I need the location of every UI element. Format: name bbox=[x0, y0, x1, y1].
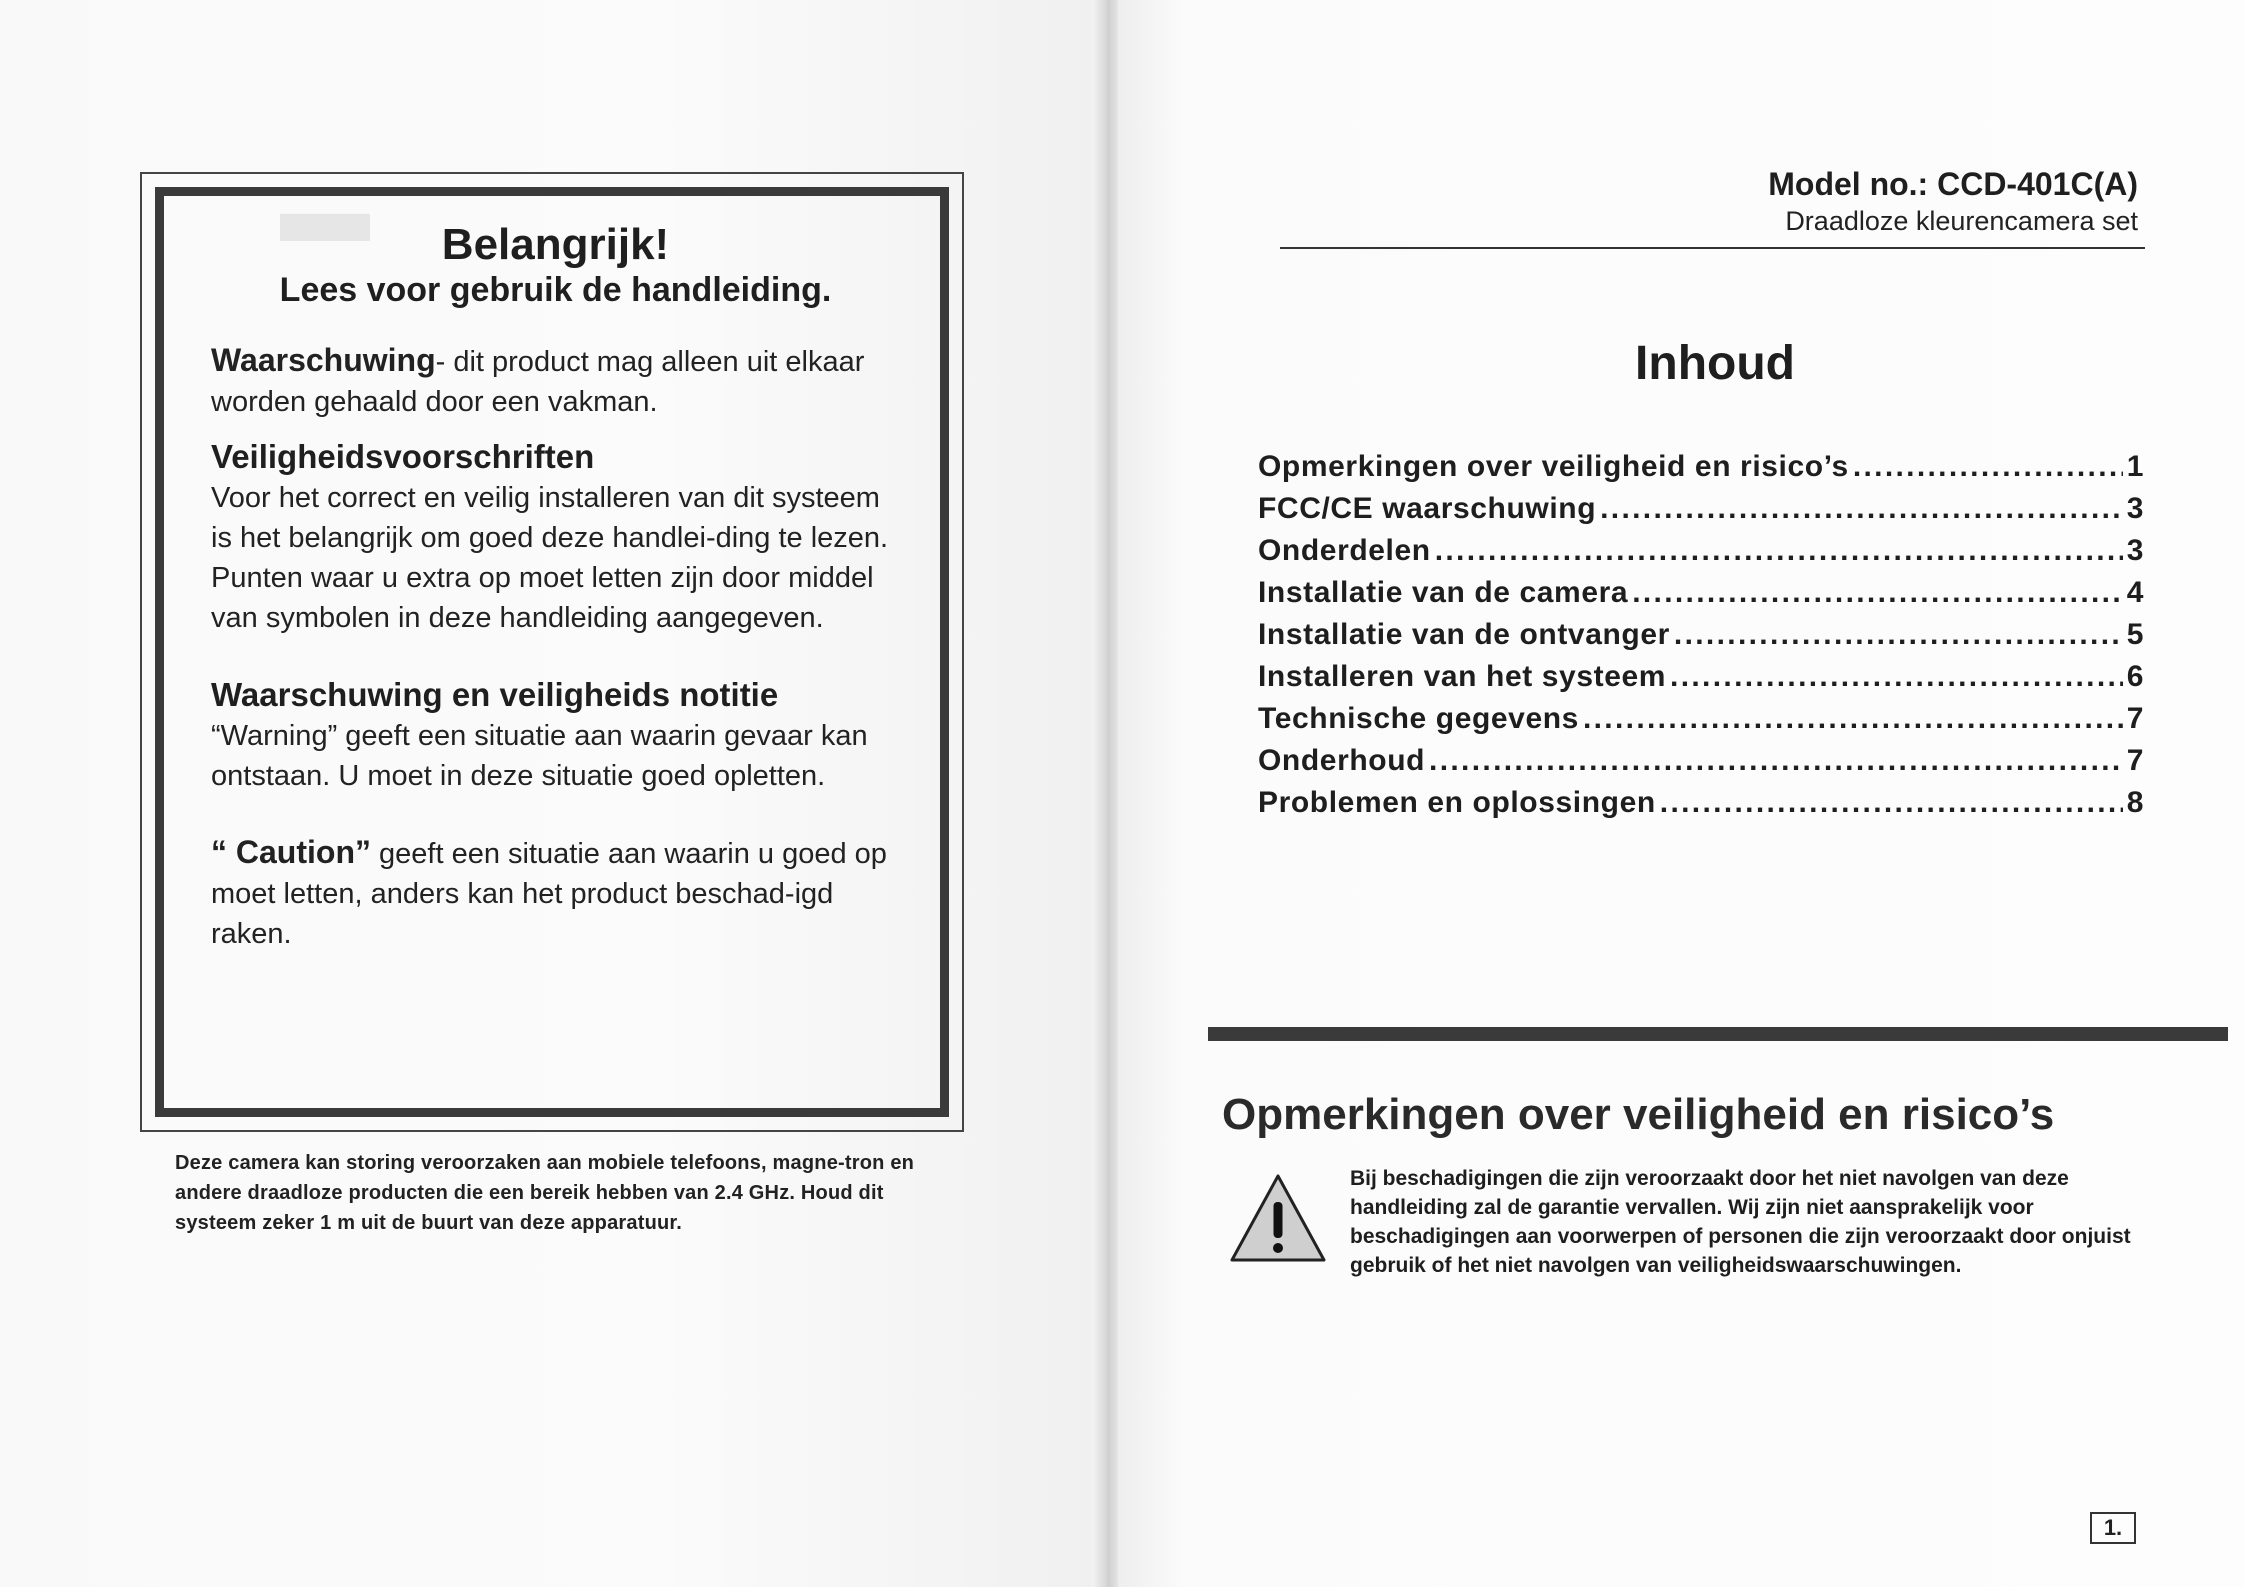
toc-entry[interactable] bbox=[1258, 530, 2144, 572]
toc-leader bbox=[1853, 446, 2123, 488]
model-header bbox=[1768, 164, 2138, 238]
toc-entry-page: 5 bbox=[2126, 618, 2144, 651]
toc-title: Inhoud bbox=[1635, 337, 1795, 390]
toc-leader bbox=[1660, 782, 2123, 824]
toc-entry[interactable] bbox=[1258, 656, 2144, 698]
toc-entry[interactable] bbox=[1258, 782, 2144, 824]
important-notice-frame bbox=[155, 187, 949, 1117]
toc-leader bbox=[1632, 572, 2123, 614]
safety-heading: Veiligheidsvoorschriften bbox=[211, 438, 595, 475]
toc-leader bbox=[1670, 656, 2123, 698]
important-notice-outer-frame bbox=[140, 172, 964, 1132]
box-subtitle: Lees voor gebruik de handleiding. bbox=[279, 271, 832, 309]
model-number: Model no.: CCD-401C(A) bbox=[1768, 166, 2138, 202]
toc-entry-page: 3 bbox=[2126, 492, 2144, 525]
warning-text: - dit product mag alleen uit elkaar worden gehaald door een vakman. bbox=[211, 346, 865, 418]
toc-entry-page: 7 bbox=[2126, 702, 2144, 735]
toc-entry-label: Opmerkingen over veiligheid en risico’s bbox=[1258, 450, 1849, 483]
interference-footnote: Deze camera kan storing veroorzaken aan mobiele telefoons, magne-tron en andere draadloze producten die een bereik hebben van 2.4 GHz. Houd dit systeem zeker 1 m uit de buurt van deze apparatuur. bbox=[175, 1152, 915, 1234]
toc-leader bbox=[1600, 488, 2123, 530]
section-title: Opmerkingen over veiligheid en risico’s bbox=[1222, 1090, 2055, 1139]
section-divider-bar bbox=[1208, 1027, 2228, 1041]
toc-entry[interactable] bbox=[1258, 446, 2144, 488]
caution-text: geeft een situatie aan waarin u goed op moet letten, anders kan het product beschad-igd raken. bbox=[211, 838, 887, 950]
toc-entry[interactable] bbox=[1258, 698, 2144, 740]
notice-heading: Waarschuwing en veiligheids notitie bbox=[211, 676, 779, 713]
toc-entry[interactable] bbox=[1258, 614, 2144, 656]
box-title: Belangrijk! bbox=[441, 220, 670, 269]
toc-leader bbox=[1674, 614, 2123, 656]
toc-entry-label: Installatie van de ontvanger bbox=[1258, 618, 1670, 651]
warning-paragraph bbox=[211, 340, 900, 422]
toc-entry-label: Problemen en oplossingen bbox=[1258, 786, 1656, 819]
toc-entry-label: FCC/CE waarschuwing bbox=[1258, 492, 1597, 525]
toc-entry-label: Installeren van het systeem bbox=[1258, 660, 1667, 693]
toc-leader bbox=[1583, 698, 2123, 740]
warning-note: “Warning” geeft een situatie aan waarin gevaar kan ontstaan. U moet in deze situatie goed opletten. bbox=[211, 720, 868, 792]
left-page bbox=[0, 0, 1100, 1587]
header-rule bbox=[1280, 247, 2145, 249]
toc-entry-page: 3 bbox=[2126, 534, 2144, 567]
toc-entry-label: Onderdelen bbox=[1258, 534, 1431, 567]
model-subtitle: Draadloze kleurencamera set bbox=[1785, 206, 2138, 236]
caution-paragraph bbox=[211, 832, 900, 954]
toc-entry-page: 7 bbox=[2126, 744, 2144, 777]
toc-entry-label: Technische gegevens bbox=[1258, 702, 1579, 735]
safety-text: Voor het correct en veilig installeren van dit systeem is het belangrijk om goed deze handlei-ding te lezen. Punten waar u extra op moet letten zijn door middel van symbolen in deze handleiding aangegeven. bbox=[211, 482, 889, 634]
warning-term: Waarschuwing bbox=[211, 342, 436, 378]
bleed-through-ghost: ▬ bbox=[280, 161, 370, 261]
toc-entry[interactable] bbox=[1258, 488, 2144, 530]
toc-entry-label: Onderhoud bbox=[1258, 744, 1426, 777]
caution-term: “ Caution” bbox=[211, 834, 371, 870]
toc-entry[interactable] bbox=[1258, 572, 2144, 614]
toc-leader bbox=[1435, 530, 2123, 572]
toc-entry[interactable] bbox=[1258, 740, 2144, 782]
toc-entry-page: 8 bbox=[2126, 786, 2144, 819]
toc-entry-page: 6 bbox=[2126, 660, 2144, 693]
toc-leader bbox=[1429, 740, 2123, 782]
toc-entry-page: 4 bbox=[2126, 576, 2144, 609]
safety-disclaimer-text: Bij beschadigingen die zijn veroorzaakt door het niet navolgen van deze handleiding zal de garantie vervallen. Wij zijn niet aansprakelijk voor beschadigingen aan voorwerpen of personen die zijn veroorzaakt door onjuist gebruik of het niet navolgen van veiligheidswaarschuwingen. bbox=[1350, 1167, 2131, 1277]
toc-entry-page: 1 bbox=[2126, 450, 2144, 483]
toc-entry-label: Installatie van de camera bbox=[1258, 576, 1629, 609]
table-of-contents bbox=[1258, 446, 2144, 824]
warning-triangle-icon bbox=[1228, 1172, 1328, 1264]
page-number: 1. bbox=[2090, 1512, 2136, 1544]
